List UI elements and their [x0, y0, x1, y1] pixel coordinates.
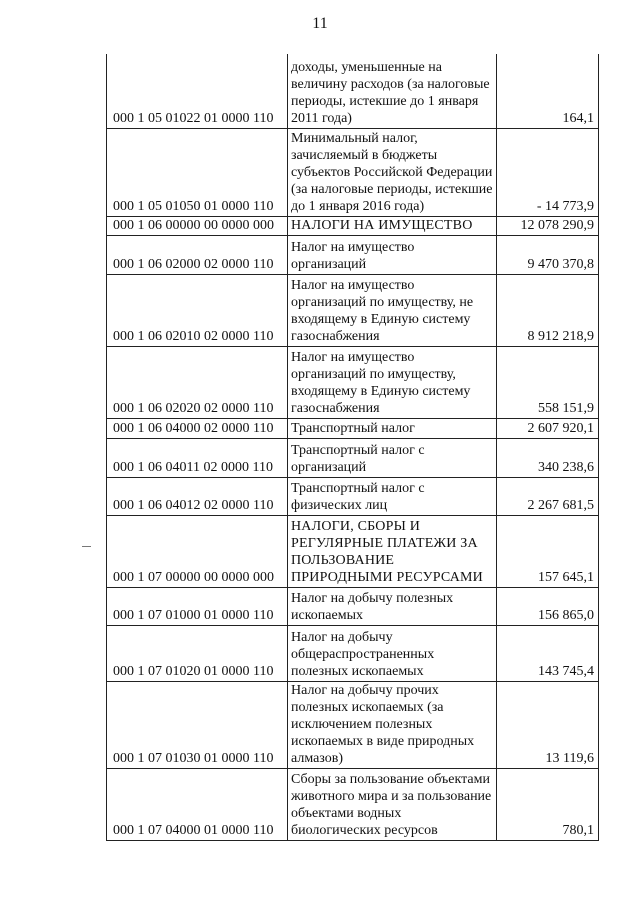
row-amount: 340 238,6 — [497, 438, 599, 477]
page-number: 11 — [312, 15, 328, 32]
row-amount: 2 267 681,5 — [497, 477, 599, 515]
row-name: Минимальный налог, зачисляемый в бюджеты субъектов Российской Федерации (за налоговые периоды, истекшие до 1 января 2016 года) — [288, 128, 497, 216]
row-code: 000 1 06 02000 02 0000 110 — [107, 235, 288, 274]
margin-mark — [82, 546, 91, 547]
budget-revenue-table — [106, 54, 599, 841]
table-row — [107, 418, 599, 438]
row-amount: 780,1 — [497, 768, 599, 840]
table-row — [107, 515, 599, 587]
row-code: 000 1 06 04011 02 0000 110 — [107, 438, 288, 477]
row-code: 000 1 07 04000 01 0000 110 — [107, 768, 288, 840]
row-code: 000 1 05 01022 01 0000 110 — [107, 54, 288, 128]
row-name: НАЛОГИ НА ИМУЩЕСТВО — [288, 216, 497, 235]
row-code: 000 1 07 00000 00 0000 000 — [107, 515, 288, 587]
row-amount: 13 119,6 — [497, 681, 599, 768]
row-name: Налог на добычу прочих полезных ископаемых (за исключением полезных ископаемых в виде природных алмазов) — [288, 681, 497, 768]
row-code: 000 1 06 04000 02 0000 110 — [107, 418, 288, 438]
row-code: 000 1 07 01030 01 0000 110 — [107, 681, 288, 768]
row-name: Налог на добычу полезных ископаемых — [288, 587, 497, 625]
table-row — [107, 274, 599, 346]
table-row — [107, 587, 599, 625]
row-amount: 157 645,1 — [497, 515, 599, 587]
row-name: Транспортный налог — [288, 418, 497, 438]
table-row — [107, 438, 599, 477]
table-row — [107, 346, 599, 418]
table-row — [107, 625, 599, 681]
table-row — [107, 477, 599, 515]
row-name: доходы, уменьшенные на величину расходов (за налоговые периоды, истекшие до 1 января 2011 года) — [288, 54, 497, 128]
row-code: 000 1 06 00000 00 0000 000 — [107, 216, 288, 235]
row-name: Транспортный налог с организаций — [288, 438, 497, 477]
row-amount: 9 470 370,8 — [497, 235, 599, 274]
row-name: Налог на имущество организаций по имуществу, входящему в Единую систему газоснабжения — [288, 346, 497, 418]
table-row — [107, 128, 599, 216]
row-name: НАЛОГИ, СБОРЫ И РЕГУЛЯРНЫЕ ПЛАТЕЖИ ЗА ПОЛЬЗОВАНИЕ ПРИРОДНЫМИ РЕСУРСАМИ — [288, 515, 497, 587]
row-amount: 143 745,4 — [497, 625, 599, 681]
table-row — [107, 681, 599, 768]
row-name: Налог на имущество организаций — [288, 235, 497, 274]
row-code: 000 1 06 02020 02 0000 110 — [107, 346, 288, 418]
row-name: Сборы за пользование объектами животного мира и за пользование объектами водных биологических ресурсов — [288, 768, 497, 840]
table-row — [107, 235, 599, 274]
row-amount: 2 607 920,1 — [497, 418, 599, 438]
row-code: 000 1 06 04012 02 0000 110 — [107, 477, 288, 515]
row-code: 000 1 06 02010 02 0000 110 — [107, 274, 288, 346]
row-name: Налог на добычу общераспространенных полезных ископаемых — [288, 625, 497, 681]
row-code: 000 1 07 01000 01 0000 110 — [107, 587, 288, 625]
row-amount: 164,1 — [497, 54, 599, 128]
row-amount: 558 151,9 — [497, 346, 599, 418]
row-amount: 12 078 290,9 — [497, 216, 599, 235]
row-name: Налог на имущество организаций по имуществу, не входящему в Единую систему газоснабжения — [288, 274, 497, 346]
row-amount: 156 865,0 — [497, 587, 599, 625]
table-row — [107, 54, 599, 128]
table-row — [107, 768, 599, 840]
row-amount: 8 912 218,9 — [497, 274, 599, 346]
row-amount: - 14 773,9 — [497, 128, 599, 216]
row-name: Транспортный налог с физических лиц — [288, 477, 497, 515]
row-code: 000 1 05 01050 01 0000 110 — [107, 128, 288, 216]
table-row — [107, 216, 599, 235]
row-code: 000 1 07 01020 01 0000 110 — [107, 625, 288, 681]
